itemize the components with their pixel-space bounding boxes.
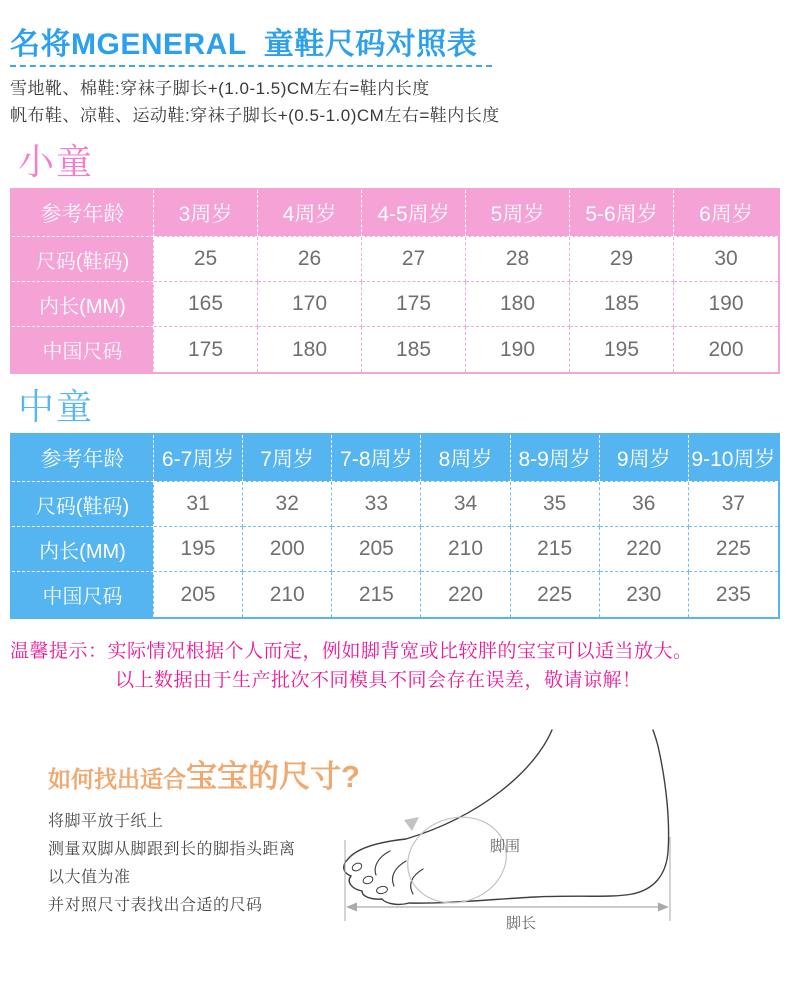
header-cell: 6周岁 [674, 190, 778, 237]
row-label-cell: 中国尺码 [12, 572, 154, 617]
toe-line [375, 851, 390, 875]
sizing-notes [10, 75, 780, 129]
table-row [12, 237, 778, 282]
value-cell: 28 [466, 237, 570, 282]
middle-child-size-table [10, 433, 780, 619]
header-cell: 4-5周岁 [362, 190, 466, 237]
value-cell: 35 [511, 482, 600, 527]
page-title: 名将MGENERAL 童鞋尺码对照表 [10, 28, 478, 61]
warm-tips [10, 637, 780, 695]
section-heading-middle-child: 中童 [18, 386, 95, 427]
value-cell: 205 [154, 572, 243, 617]
row-label-cell: 尺码(鞋码) [12, 237, 154, 282]
value-cell: 32 [243, 482, 332, 527]
value-cell: 220 [421, 572, 510, 617]
guide-step: 以大值为准 [48, 869, 131, 886]
toenail [351, 862, 363, 873]
value-cell: 30 [674, 237, 778, 282]
header-cell: 9-10周岁 [689, 435, 778, 482]
value-cell: 37 [689, 482, 778, 527]
value-cell: 200 [674, 327, 778, 372]
arrowhead-left [346, 903, 357, 912]
toe-line [393, 861, 407, 886]
foot-measurement-illustration [330, 710, 710, 958]
note-line-boots: 雪地靴、棉鞋:穿袜子脚长+(1.0-1.5)CM左右=鞋内长度 [10, 79, 430, 98]
header-cell: 8-9周岁 [511, 435, 600, 482]
value-cell: 27 [362, 237, 466, 282]
value-cell: 205 [332, 527, 421, 572]
table-header-row [12, 435, 778, 482]
row-label-cell: 尺码(鞋码) [12, 482, 154, 527]
size-chart-page [0, 28, 790, 932]
value-cell: 29 [570, 237, 674, 282]
row-label-cell: 内长(MM) [12, 282, 154, 327]
value-cell: 195 [570, 327, 674, 372]
value-cell: 215 [332, 572, 421, 617]
value-cell: 220 [600, 527, 689, 572]
header-cell: 8周岁 [421, 435, 510, 482]
header-cell: 9周岁 [600, 435, 689, 482]
table-row [12, 482, 778, 527]
row-label-cell: 中国尺码 [12, 327, 154, 372]
value-cell: 165 [154, 282, 258, 327]
value-cell: 170 [258, 282, 362, 327]
section-heading-small-child: 小童 [18, 141, 95, 182]
value-cell: 230 [600, 572, 689, 617]
value-cell: 180 [466, 282, 570, 327]
header-cell: 5周岁 [466, 190, 570, 237]
toenail [376, 885, 388, 894]
header-cell: 5-6周岁 [570, 190, 674, 237]
value-cell: 34 [421, 482, 510, 527]
row-label-cell: 内长(MM) [12, 527, 154, 572]
value-cell: 33 [332, 482, 421, 527]
value-cell: 175 [154, 327, 258, 372]
toenail [362, 875, 374, 885]
arrowhead-right [658, 903, 669, 912]
note-line-sneakers: 帆布鞋、凉鞋、运动鞋:穿袜子脚长+(0.5-1.0)CM左右=鞋内长度 [10, 106, 500, 125]
value-cell: 31 [154, 482, 243, 527]
table-row [12, 282, 778, 327]
measuring-guide [10, 751, 780, 932]
value-cell: 190 [466, 327, 570, 372]
header-cell: 参考年龄 [12, 190, 154, 237]
value-cell: 195 [154, 527, 243, 572]
table-header-row [12, 190, 778, 237]
value-cell: 210 [421, 527, 510, 572]
title-underline [10, 65, 492, 67]
value-cell: 36 [600, 482, 689, 527]
warm-tips-line1 [10, 637, 780, 666]
value-cell: 200 [243, 527, 332, 572]
guide-heading-small: 如何找出适合 [48, 766, 186, 792]
header-cell: 参考年龄 [12, 435, 154, 482]
value-cell: 225 [511, 572, 600, 617]
value-cell: 215 [511, 527, 600, 572]
guide-step: 并对照尺寸表找出合适的尺码 [48, 897, 263, 914]
value-cell: 190 [674, 282, 778, 327]
table-row [12, 327, 778, 372]
header-cell: 3周岁 [154, 190, 258, 237]
table-row [12, 527, 778, 572]
value-cell: 25 [154, 237, 258, 282]
warm-tips-label: 温馨提示： [10, 641, 108, 662]
value-cell: 225 [689, 527, 778, 572]
foot-girth-label: 脚围 [490, 838, 521, 855]
value-cell: 185 [362, 327, 466, 372]
value-cell: 175 [362, 282, 466, 327]
table-row [12, 572, 778, 617]
header-cell: 4周岁 [258, 190, 362, 237]
small-child-size-table [10, 188, 780, 374]
foot-length-label: 脚长 [506, 915, 537, 932]
value-cell: 210 [243, 572, 332, 617]
header-cell: 7-8周岁 [332, 435, 421, 482]
header-cell: 6-7周岁 [154, 435, 243, 482]
value-cell: 235 [689, 572, 778, 617]
value-cell: 180 [258, 327, 362, 372]
guide-step: 将脚平放于纸上 [48, 813, 164, 830]
value-cell: 185 [570, 282, 674, 327]
guide-heading-large: 宝宝的尺寸? [186, 759, 360, 794]
warm-tips-line2: 以上数据由于生产批次不同模具不同会存在误差，敬请谅解！ [115, 670, 642, 691]
guide-step: 测量双脚从脚跟到长的脚指头距离 [48, 841, 296, 858]
warm-tips-text1: 实际情况根据个人而定，例如脚背宽或比较胖的宝宝可以适当放大。 [107, 641, 693, 662]
girth-arrowhead [404, 817, 419, 831]
header-cell: 7周岁 [243, 435, 332, 482]
value-cell: 26 [258, 237, 362, 282]
